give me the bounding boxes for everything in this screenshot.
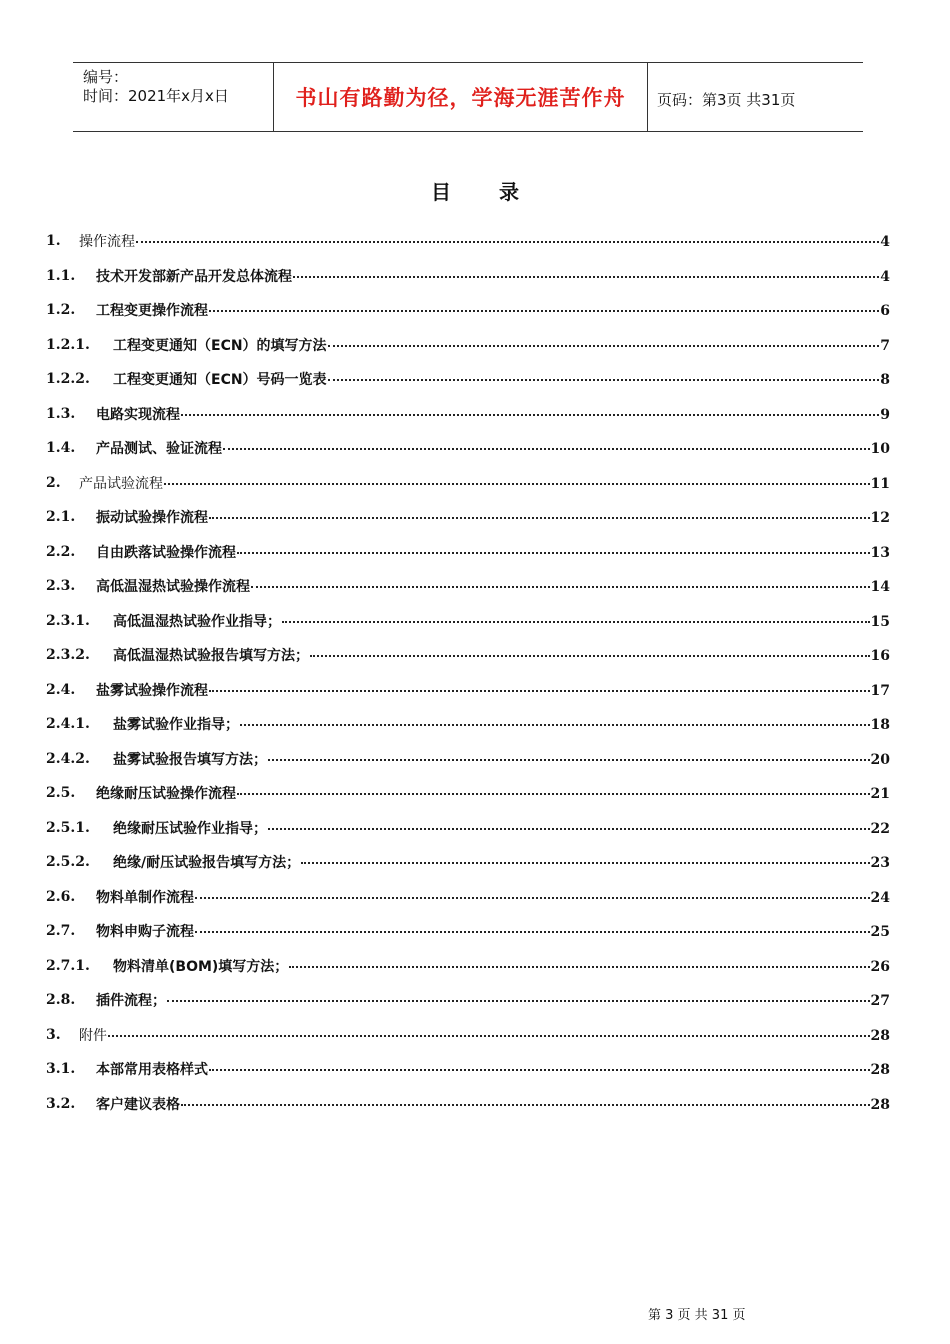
toc-entry-line	[113, 749, 890, 769]
toc-entry-page: 11	[870, 475, 890, 492]
toc-entry-page: 28	[870, 1096, 890, 1113]
toc-entry-line	[113, 369, 890, 389]
toc-entry-number: 1.	[46, 233, 61, 250]
toc-entry-number: 1.1.	[46, 267, 76, 284]
toc-entry-page: 23	[870, 855, 890, 872]
header-motto: 书山有路勤为径，学海无涯苦作舟	[274, 63, 648, 131]
toc-dot-leader	[282, 621, 870, 623]
toc-entry-number: 3.2.	[46, 1095, 76, 1112]
toc-entry-line	[96, 438, 890, 458]
toc-entry-title: 工程变更通知（ECN）的填写方法	[113, 337, 327, 354]
toc-entry-title: 高低温湿热试验作业指导；	[113, 613, 281, 630]
toc-dot-leader	[328, 345, 880, 347]
toc-entry-number: 2.3.2.	[46, 647, 90, 664]
toc-entry-line	[113, 611, 890, 631]
toc-dot-leader	[268, 759, 870, 761]
toc-entry-title: 物料清单(BOM)填写方法；	[113, 958, 289, 975]
toc-entry-title: 物料申购子流程	[96, 924, 194, 941]
toc-entry-page: 14	[870, 579, 890, 596]
toc-entry-title: 绝缘/耐压试验报告填写方法；	[113, 855, 301, 872]
toc-entry-line	[113, 714, 890, 734]
toc-entry[interactable]	[46, 845, 890, 880]
toc-entry-number: 2.6.	[46, 888, 76, 905]
toc-dot-leader	[293, 276, 879, 278]
toc-entry-line	[96, 1094, 890, 1114]
toc-dot-leader	[181, 414, 879, 416]
toc-entry-page: 20	[870, 751, 890, 768]
toc-entry-line	[96, 576, 890, 596]
toc-entry-title: 盐雾试验操作流程	[96, 682, 208, 699]
toc-entry[interactable]	[46, 500, 890, 535]
toc-entry-title: 附件	[79, 1027, 107, 1044]
toc-entry-page: 17	[870, 682, 890, 699]
toc-entry[interactable]	[46, 569, 890, 604]
toc-entry-number: 2.8.	[46, 992, 76, 1009]
toc-entry-number: 2.4.1.	[46, 716, 90, 733]
toc-entry-line	[96, 266, 890, 286]
toc-entry-page: 26	[870, 958, 890, 975]
toc-title-part1: 目	[431, 180, 451, 204]
toc-entry-line	[96, 542, 890, 562]
toc-entry-title: 客户建议表格	[96, 1096, 180, 1113]
toc-dot-leader	[209, 310, 879, 312]
toc-entry-page: 28	[870, 1027, 890, 1044]
toc-entry-title: 物料单制作流程	[96, 889, 194, 906]
toc-dot-leader	[209, 690, 870, 692]
toc-entry-number: 2.1.	[46, 509, 76, 526]
toc-entry[interactable]	[46, 224, 890, 259]
toc-entry-page: 21	[870, 786, 890, 803]
header-page-info: 页码：第3页 共31页	[657, 91, 796, 109]
document-time-label: 时间：2021年x月x日	[83, 87, 229, 105]
toc-entry-page: 7	[880, 337, 890, 354]
toc-dot-leader	[167, 1000, 870, 1002]
toc-entry-page: 9	[880, 406, 890, 423]
toc-entry-page: 4	[880, 268, 890, 285]
toc-entry-number: 1.3.	[46, 405, 76, 422]
toc-entry[interactable]	[46, 293, 890, 328]
toc-entry[interactable]	[46, 707, 890, 742]
toc-entry[interactable]	[46, 776, 890, 811]
toc-entry-page: 12	[870, 510, 890, 527]
toc-entry-title: 振动试验操作流程	[96, 510, 208, 527]
toc-entry-number: 2.	[46, 474, 61, 491]
toc-entry-page: 28	[870, 1062, 890, 1079]
toc-entry-title: 工程变更通知（ECN）号码一览表	[113, 372, 327, 389]
toc-dot-leader	[209, 517, 870, 519]
toc-entry-number: 2.3.1.	[46, 612, 90, 629]
toc-entry-line	[113, 645, 890, 665]
toc-entry-title: 本部常用表格样式	[96, 1062, 208, 1079]
toc-dot-leader	[251, 586, 870, 588]
toc-entry-page: 10	[870, 441, 890, 458]
toc-entry-page: 18	[870, 717, 890, 734]
toc-dot-leader	[240, 724, 870, 726]
toc-dot-leader	[164, 483, 870, 485]
toc-dot-leader	[136, 241, 879, 243]
toc-dot-leader	[289, 966, 869, 968]
toc-entry-title: 绝缘耐压试验操作流程	[96, 786, 236, 803]
toc-dot-leader	[301, 862, 869, 864]
toc-dot-leader	[237, 793, 870, 795]
toc-entry-number: 1.2.1.	[46, 336, 90, 353]
toc-entry-number: 2.5.1.	[46, 819, 90, 836]
toc-entry-page: 22	[870, 820, 890, 837]
toc-dot-leader	[328, 379, 880, 381]
toc-dot-leader	[268, 828, 870, 830]
toc-entry-number: 1.2.	[46, 302, 76, 319]
toc-entry[interactable]	[46, 259, 890, 294]
toc-entry[interactable]	[46, 811, 890, 846]
toc-entry[interactable]	[46, 949, 890, 984]
table-of-contents	[46, 224, 890, 1121]
toc-entry[interactable]	[46, 604, 890, 639]
toc-entry-page: 16	[870, 648, 890, 665]
toc-entry-line	[96, 1059, 890, 1079]
toc-entry[interactable]	[46, 1018, 890, 1053]
toc-entry-line	[79, 473, 890, 493]
toc-entry-line	[96, 990, 890, 1010]
toc-dot-leader	[310, 655, 870, 657]
toc-entry-page: 27	[870, 993, 890, 1010]
toc-dot-leader	[195, 931, 870, 933]
toc-entry-title: 盐雾试验作业指导；	[113, 717, 239, 734]
toc-entry-line	[79, 231, 890, 251]
toc-title-part2: 录	[499, 180, 519, 204]
toc-entry-title: 技术开发部新产品开发总体流程	[96, 268, 292, 285]
toc-entry-number: 2.5.2.	[46, 854, 90, 871]
toc-entry[interactable]	[46, 742, 890, 777]
toc-entry-page: 24	[870, 889, 890, 906]
toc-entry[interactable]	[46, 983, 890, 1018]
toc-entry-line	[96, 887, 890, 907]
toc-entry-number: 3.	[46, 1026, 61, 1043]
toc-entry-number: 2.5.	[46, 785, 76, 802]
toc-dot-leader	[223, 448, 870, 450]
toc-entry-line	[96, 300, 890, 320]
toc-entry-number: 2.2.	[46, 543, 76, 560]
toc-entry-page: 4	[880, 234, 890, 251]
toc-entry-title: 工程变更操作流程	[96, 303, 208, 320]
toc-entry-title: 产品测试、验证流程	[96, 441, 222, 458]
toc-dot-leader	[181, 1104, 870, 1106]
toc-entry-page: 8	[880, 372, 890, 389]
toc-entry-number: 3.1.	[46, 1061, 76, 1078]
toc-entry-line	[113, 335, 890, 355]
toc-entry-title: 电路实现流程	[96, 406, 180, 423]
toc-entry-line	[96, 921, 890, 941]
toc-dot-leader	[195, 897, 870, 899]
toc-entry-page: 6	[880, 303, 890, 320]
toc-entry-line	[79, 1025, 890, 1045]
toc-entry-number: 2.3.	[46, 578, 76, 595]
toc-entry-line	[113, 818, 890, 838]
toc-entry-line	[96, 404, 890, 424]
toc-entry-title: 盐雾试验报告填写方法；	[113, 751, 267, 768]
toc-entry-number: 2.4.2.	[46, 750, 90, 767]
toc-entry[interactable]	[46, 638, 890, 673]
toc-title	[0, 176, 950, 205]
toc-entry[interactable]	[46, 328, 890, 363]
toc-entry[interactable]	[46, 673, 890, 708]
toc-entry-line	[96, 507, 890, 527]
toc-entry-title: 插件流程；	[96, 993, 166, 1010]
toc-entry-line	[113, 956, 890, 976]
toc-entry-line	[96, 783, 890, 803]
toc-dot-leader	[237, 552, 870, 554]
toc-entry-page: 13	[870, 544, 890, 561]
toc-entry[interactable]	[46, 535, 890, 570]
toc-entry-number: 1.2.2.	[46, 371, 90, 388]
toc-entry-page: 15	[870, 613, 890, 630]
toc-entry-number: 2.7.	[46, 923, 76, 940]
toc-entry[interactable]	[46, 914, 890, 949]
toc-entry[interactable]	[46, 466, 890, 501]
toc-entry-line	[96, 680, 890, 700]
toc-entry[interactable]	[46, 880, 890, 915]
toc-entry-title: 操作流程	[79, 234, 135, 251]
toc-entry-page: 25	[870, 924, 890, 941]
document-number-label: 编号：	[83, 68, 129, 86]
toc-entry-line	[113, 852, 890, 872]
header-left-cell	[73, 63, 274, 131]
toc-entry[interactable]	[46, 397, 890, 432]
toc-entry[interactable]	[46, 1087, 890, 1122]
toc-entry-title: 高低温湿热试验操作流程	[96, 579, 250, 596]
toc-dot-leader	[209, 1069, 870, 1071]
toc-entry-title: 高低温湿热试验报告填写方法；	[113, 648, 309, 665]
page-header	[73, 62, 863, 132]
toc-entry-title: 产品试验流程	[79, 475, 163, 492]
toc-entry-number: 1.4.	[46, 440, 76, 457]
toc-dot-leader	[108, 1035, 870, 1037]
toc-entry-title: 绝缘耐压试验作业指导；	[113, 820, 267, 837]
page-footer: 第 3 页 共 31 页	[648, 1308, 746, 1323]
toc-entry[interactable]	[46, 1052, 890, 1087]
toc-entry[interactable]	[46, 362, 890, 397]
toc-entry-title: 自由跌落试验操作流程	[96, 544, 236, 561]
toc-entry-number: 2.4.	[46, 681, 76, 698]
toc-entry-number: 2.7.1.	[46, 957, 90, 974]
toc-entry[interactable]	[46, 431, 890, 466]
